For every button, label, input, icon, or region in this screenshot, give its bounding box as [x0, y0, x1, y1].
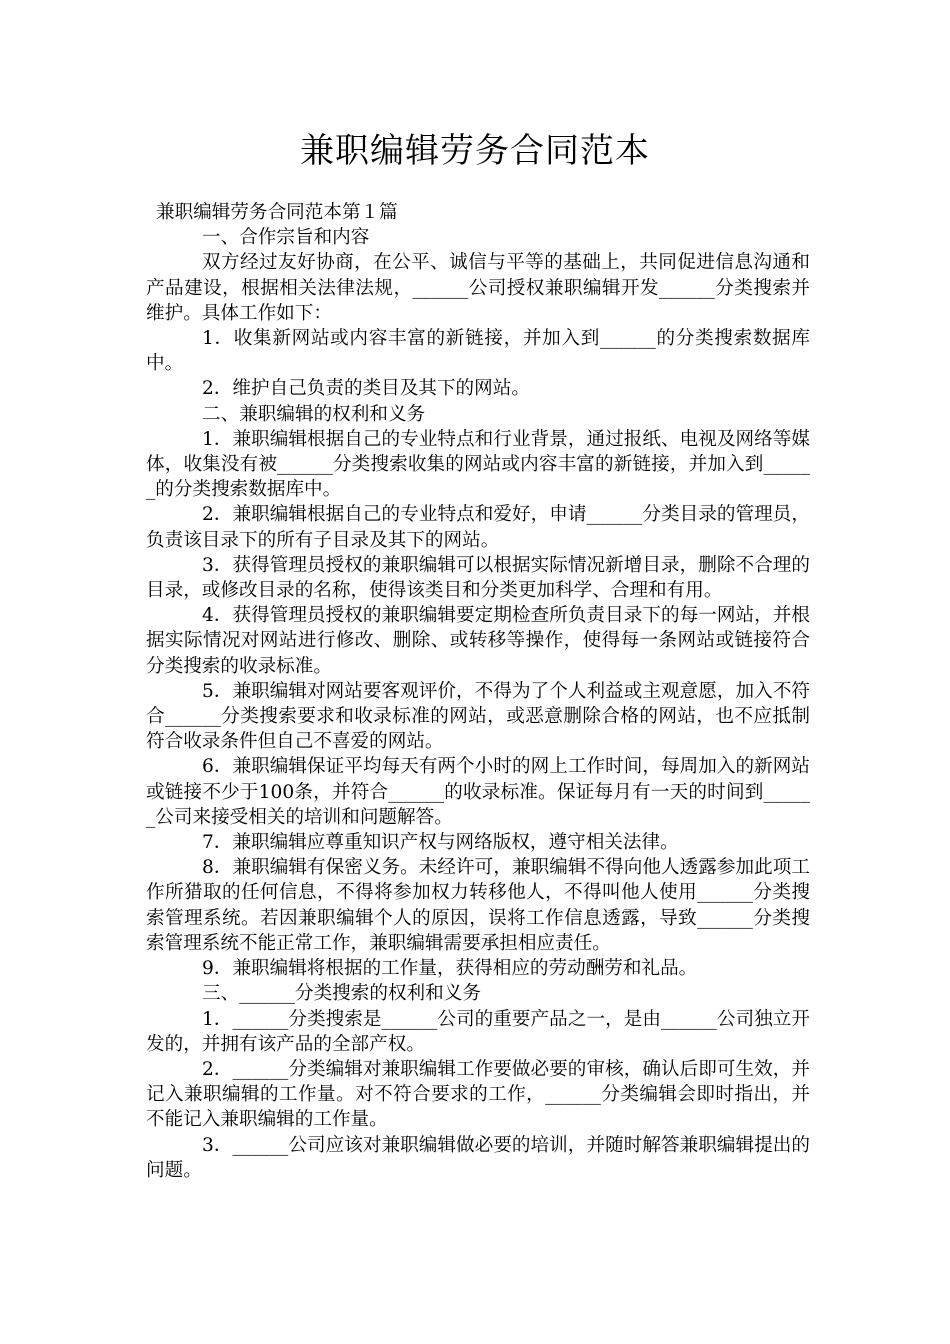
document-paragraph: 1．______分类搜索是______公司的重要产品之一，是由______公司独立开发的，并拥有该产品的全部产权。: [146, 1008, 810, 1055]
document-paragraph: 2．兼职编辑根据自己的专业特点和爱好，申请______分类目录的管理员，负责该目录下的所有子目录及其下的网站。: [146, 504, 810, 551]
document-paragraph: 二、兼职编辑的权利和义务: [202, 403, 426, 425]
document-paragraph: 6．兼职编辑保证平均每天有两个小时的网上工作时间，每周加入的新网站或链接不少于100条，并符合______的收录标准。保证每月有一天的时间到______公司来接受相关的培训和问题解答。: [146, 756, 810, 828]
document-paragraph: 1．收集新网站或内容丰富的新链接，并加入到______的分类搜索数据库中。: [146, 328, 810, 375]
document-paragraph: 4．获得管理员授权的兼职编辑要定期检查所负责目录下的每一网站，并根据实际情况对网站进行修改、删除、或转移等操作，使得每一条网站或链接符合分类搜索的收录标准。: [146, 605, 810, 677]
document-body: [146, 200, 810, 1183]
document-paragraph: 三、______分类搜索的权利和义务: [202, 983, 481, 1005]
document-paragraph: 1．兼职编辑根据自己的专业特点和行业背景，通过报纸、电视及网络等媒体，收集没有被______分类搜索收集的网站或内容丰富的新链接，并加入到______的分类搜索数据库中。: [146, 428, 810, 501]
document-title: 兼职编辑劳务合同范本: [300, 131, 650, 171]
document-subtitle: 兼职编辑劳务合同范本第１篇: [156, 202, 398, 223]
document-paragraph: 7．兼职编辑应尊重知识产权与网络版权，遵守相关法律。: [202, 832, 679, 854]
document-paragraph: 2．______分类编辑对兼职编辑工作要做必要的审核，确认后即可生效，并记入兼职编辑的工作量。对不符合要求的工作，______分类编辑会即时指出，并不能记入兼职编辑的工作量。: [146, 1058, 810, 1131]
document-paragraph: 双方经过友好协商，在公平、诚信与平等的基础上，共同促进信息沟通和产品建设，根据相关法律法规，______公司授权兼职编辑开发______分类搜索并维护。具体工作如下：: [146, 252, 810, 324]
document-paragraph: 8．兼职编辑有保密义务。未经许可，兼职编辑不得向他人透露参加此项工作所猎取的任何信息，不得将参加权力转移他人，不得叫他人使用______分类搜索管理系统。若因兼职编辑个人的原因，误将工作信息透露，导致______分类搜索管理系统不能正常工作，兼职编辑需要承担相应责任。: [146, 857, 810, 954]
document-paragraph: 3．获得管理员授权的兼职编辑可以根据实际情况新增目录，删除不合理的目录，或修改目录的名称，使得该类目和分类更加科学、合理和有用。: [146, 554, 810, 602]
document-paragraph: 3．______公司应该对兼职编辑做必要的培训，并随时解答兼职编辑提出的问题。: [146, 1134, 810, 1181]
document-paragraph: 5．兼职编辑对网站要客观评价，不得为了个人利益或主观意愿，加入不符合______分类搜索要求和收录标准的网站，或恶意删除合格的网站，也不应抵制符合收录条件但自己不喜爱的网站。: [146, 680, 810, 753]
document-paragraph: 2．维护自己负责的类目及其下的网站。: [202, 378, 530, 400]
document-paragraph: 9．兼职编辑将根据的工作量，获得相应的劳动酬劳和礼品。: [202, 958, 698, 980]
document-paragraph: 一、合作宗旨和内容: [202, 227, 370, 249]
